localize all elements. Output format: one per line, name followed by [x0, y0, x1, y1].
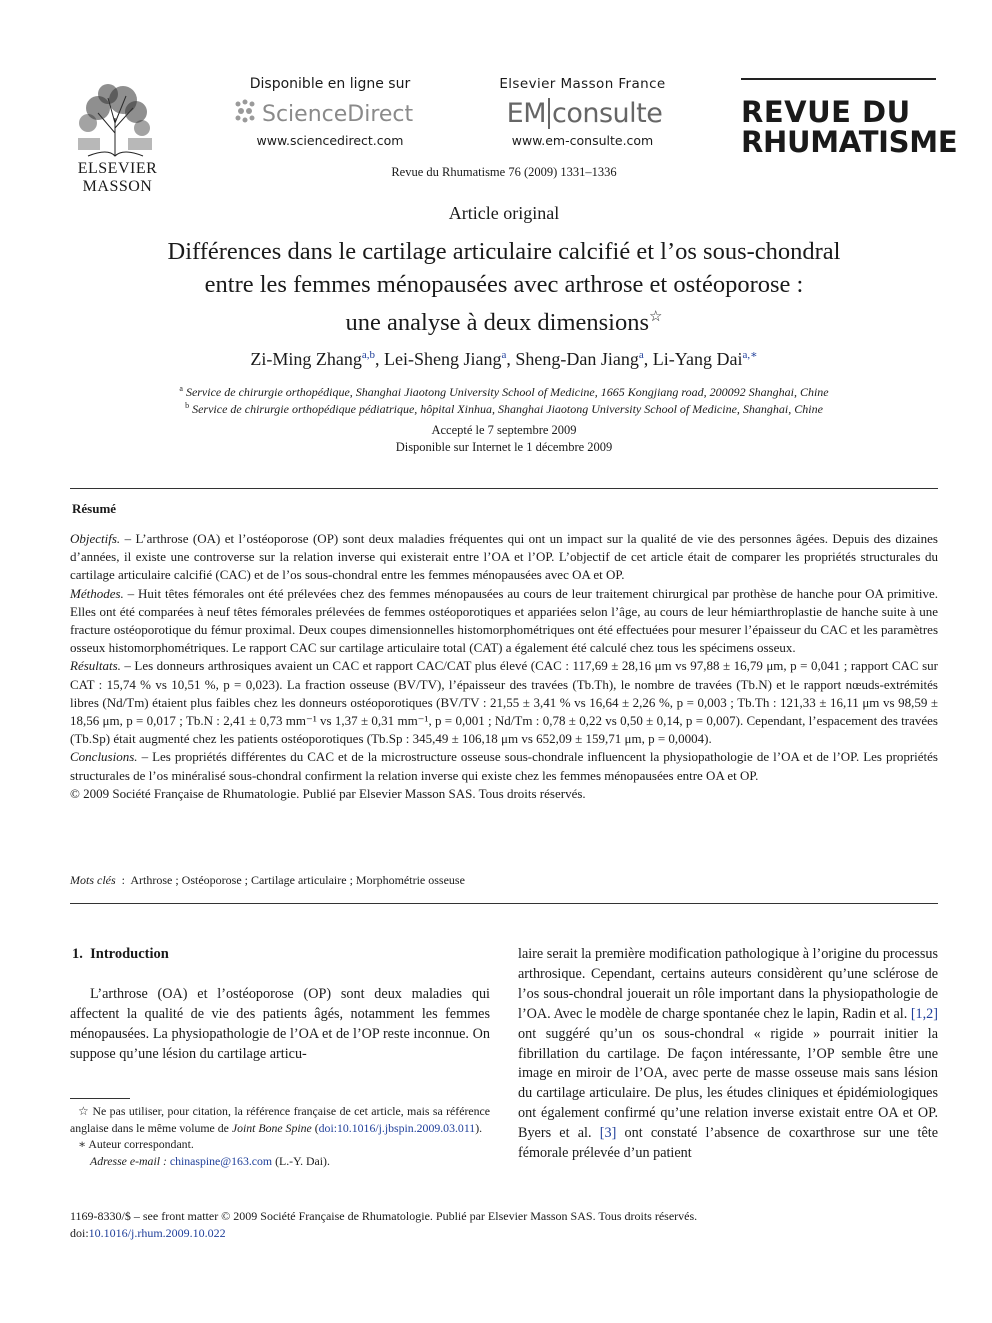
sciencedirect-dots-icon — [236, 100, 255, 123]
article-doi-link[interactable]: 10.1016/j.rhum.2009.10.022 — [88, 1226, 226, 1240]
footnote-rule — [70, 1098, 130, 1099]
author-affil-mark[interactable]: a,b — [361, 349, 376, 361]
author-affil-mark[interactable]: a,∗ — [742, 349, 758, 361]
article-type: Article original — [448, 203, 560, 223]
sciencedirect-logo[interactable] — [232, 96, 432, 128]
journal-title-rule — [741, 78, 936, 80]
sciencedirect-logo-text: ScienceDirect — [262, 102, 414, 127]
keywords: Mots clés : Arthrose ; Ostéoporose ; Cartilage articulaire ; Morphométrie osseuse — [70, 873, 465, 887]
reference-link-1-2[interactable]: [1,2] — [910, 1005, 938, 1022]
article-doi: doi:10.1016/j.rhum.2009.10.022 — [70, 1226, 226, 1240]
em-publisher-label: Elsevier Masson France — [499, 76, 666, 92]
footnote-corresponding: ∗ Auteur correspondant. — [78, 1137, 194, 1151]
abstract-results: Résultats. – Les donneurs arthrosiques avaient un CAC et rapport CAC/CAT plus élevé (CAC : 117,69 ± 28,16 μm vs 97,88 ± 16,79 μm, p = 0,041 ; rapport CAC sur CAT : 15,74 % vs 10,51 %, p = 0,023). La fraction osseuse (BV/TV), l’épaisseur des travées (Tb.Th), le nombre de travées (Tb.N) et le rapport nœuds-extrémités libres (Nd/Tm) étaient plus faibles chez les donneurs ostéoporotiques (BV/TV : 21,55 ± 3,41 % vs 16,64 ± 2,26 %, p = 0,003 ; Tb.Th : 121,33 ± 16,11 μm vs 98,59 ± 18,56 μm, p = 0,017 ; Tb.N : 2,41 ± 0,73 mm⁻¹ vs 1,37 ± 0,31 mm⁻¹, p = 0,001 ; Nd/Tm : 0,78 ± 0,22 vs 0,50 ± 0,14, p = 0,007). Cependant, l’espacement des travées (Tb.Sp) était augmenté chez les patients ostéoporotiques (Tb.Sp : 345,49 ± 106,18 μm vs 652,09 ± 159,71 μm, p = 0,0004). — [70, 658, 938, 747]
title-line1: Différences dans le cartilage articulaire calcifié et l’os sous-chondral — [167, 238, 841, 265]
abstract-heading: Résumé — [72, 501, 117, 516]
star-icon: ☆ — [78, 1104, 90, 1118]
author-name: Lei-Sheng Jiang — [384, 349, 502, 369]
sciencedirect-url[interactable]: www.sciencedirect.com — [256, 133, 404, 148]
abstract-top-rule — [70, 488, 938, 489]
elsevier-name-line2: MASSON — [82, 178, 153, 195]
abstract-objectives: Objectifs. – L’arthrose (OA) et l’ostéoporose (OP) sont deux maladies fréquentes qui ont un impact sur la qualité de vie des personnes âgées. Depuis des dizaines d’années, il existe une controverse sur la relation inverse qui existerait entre l’OA et l’OP. L’objectif de cet article était de comparer les propriétés structurales du cartilage articulaire calcifié (CAC) et de l’os sous-chondral entre les femmes ménopausées avec OA et OP. — [70, 531, 938, 583]
em-logo-left: EM — [506, 98, 546, 129]
elsevier-name-line1: ELSEVIER — [77, 160, 158, 177]
title-line3: une analyse à deux dimensions — [345, 309, 649, 337]
title-star-icon[interactable]: ☆ — [649, 309, 663, 325]
abstract-body — [70, 530, 938, 803]
author-name: Li-Yang Dai — [652, 349, 743, 369]
abstract-copyright: © 2009 Société Française de Rhumatologie. Publié par Elsevier Masson SAS. Tous droits réservés. — [70, 785, 586, 801]
journal-title-line2: RHUMATISME — [741, 125, 958, 159]
online-date: Disponible sur Internet le 1 décembre 2009 — [395, 440, 613, 454]
sciencedirect-available-label: Disponible en ligne sur — [249, 76, 411, 92]
author-list: Zi-Ming Zhang$^{a,b}$, Lei-Sheng Jiang$^a$, Sheng-Dan Jiang$^a$, Li-Yang Dai$^{a,∗}$ — [250, 349, 758, 369]
author-name: Zi-Ming Zhang — [250, 349, 362, 369]
intro-right-column: laire serait la première modification pathologique à l’origine du processus arthrosique. Cependant, certains auteurs considèrent qu’une sclérose de l’os sous-chondral jouerait un rôle important dans la physiopathologie de l’OA. Avec le modèle de charge spontanée chez le lapin, Radin et al. [1,2] ont suggéré qu’un os sous-chondral « rigide » pourrait initier la fibrillation du cartilage. De façon intéressante, l’OP semble être une image en miroir de l’OA, avec perte de masse osseuse mais sans lésion du cartilage articulaire. De plus, les études cliniques et épidémiologiques ont également confirmé qu’une relation inverse existait entre OA et OP. Byers et al. [3] ont constaté l’absence de coxarthrose sur une tête fémorale prélevée d’un patient — [518, 946, 938, 1162]
title-line2: entre les femmes ménopausées avec arthrose et ostéoporose : — [204, 271, 804, 298]
em-consulte-url[interactable]: www.em-consulte.com — [511, 133, 654, 148]
accepted-date: Accepté le 7 septembre 2009 — [431, 423, 577, 437]
article-title — [60, 235, 948, 339]
author-affil-mark[interactable]: a — [501, 349, 507, 361]
abstract-conclusions: Conclusions. – Les propriétés différentes du CAC et de la microstructure osseuse sous-chondrale influencent la physiopathologie de l’OA et de l’OP. Les propriétés structurales de l’os minéralisé sous-chondral confirment la relation inverse qui existe chez les femmes ménopausées entre OA et OP. — [70, 749, 938, 783]
affiliation-b: $^b$ Service de chirurgie orthopédique pédiatrique, hôpital Xinhua, Shanghai Jiaotong University School of Medicine, Shanghai, Chine — [185, 401, 823, 416]
journal-citation: Revue du Rhumatisme 76 (2009) 1331–1336 — [391, 165, 617, 179]
footnote-star: ☆ Ne pas utiliser, pour citation, la référence française de cet article, mais sa référence anglaise dans le même volume de Joint Bone Spine (doi:10.1016/j.jbspin.2009.03.011). — [70, 1104, 490, 1135]
reference-link-3[interactable]: [3] — [599, 1125, 617, 1142]
email-link[interactable]: chinaspine@163.com — [169, 1153, 273, 1168]
em-consulte-logo[interactable] — [497, 98, 672, 129]
footnotes — [70, 1103, 490, 1169]
abstract-methods: Méthodes. – Huit têtes fémorales ont été prélevées chez des femmes ménopausées au cours de leur traitement chirurgical par prothèse de hanche pour OA primitive. Elles ont été comparées à neuf têtes fémorales prélevées de femmes ostéoporotiques et appariées selon l’âge, au cours de leur hémiarthroplastie de hanche suite à une fracture ostéoporotique du fémur proximal. Deux coupes dimensionnelles histomorphométriques ont été effectuées pour mesurer l’épaisseur du CAC et les paramètres osseux histomorphométriques. Le rapport CAC sur cartilage articulaire total (CAT) a également été calculé chez tous les spécimens osseux. — [70, 585, 938, 656]
author-name: Sheng-Dan Jiang — [515, 349, 639, 369]
footnote-email: Adresse e-mail : chinaspine@163.com (L.-Y. Dai). — [90, 1153, 330, 1168]
intro-left-column: L’arthrose (OA) et l’ostéoporose (OP) sont deux maladies qui affectent la qualité de vie des patients âgés, notamment les femmes ménopausées. La physiopathologie de l’OA et de l’OP reste inconnue. On suppose qu’une lésion du cartilage articu- — [70, 986, 490, 1062]
abstract-bottom-rule — [70, 903, 938, 904]
author-affil-mark[interactable]: a — [638, 349, 644, 361]
intro-heading: 1. Introduction — [72, 946, 169, 962]
affiliation-a: $^a$ Service de chirurgie orthopédique, Shanghai Jiaotong University School of Medicine, 1665 Kongjiang road, 200092 Shanghai, Chine — [179, 384, 829, 399]
english-doi-link[interactable]: doi:10.1016/j.jbspin.2009.03.011 — [318, 1120, 476, 1135]
front-matter-notice: 1169-8330/$ – see front matter © 2009 Société Française de Rhumatologie. Publié par Elsevier Masson SAS. Tous droits réservés. — [70, 1209, 698, 1223]
journal-title-line1: REVUE DU — [741, 95, 911, 129]
em-logo-right: consulte — [552, 98, 663, 129]
